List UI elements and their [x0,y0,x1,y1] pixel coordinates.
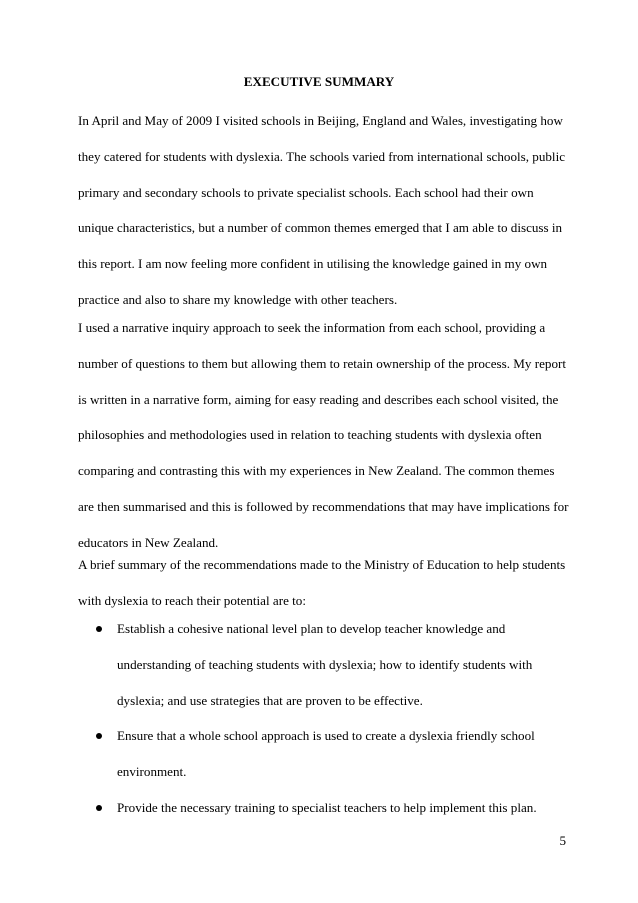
text-line: unique characteristics, but a number of common themes emerged that I am able to discuss in [78,220,563,236]
text-line: they catered for students with dyslexia. The schools varied from international schools, public [78,148,566,164]
text-line: Ensure that a whole school approach is used to create a dyslexia friendly school [117,728,535,744]
text-line: this report. I am now feeling more confident in utilising the knowledge gained in my own [78,256,548,272]
text-line: In April and May of 2009 I visited schools in Beijing, England and Wales, investigating how [78,113,563,128]
text-line: practice and also to share my knowledge with other teachers. [78,291,398,307]
recommendation-list [0,621,638,836]
paragraph-method [78,320,568,551]
text-line: philosophies and methodologies used in relation to teaching students with dyslexia often [78,427,542,443]
text-line: Establish a cohesive national level plan to develop teacher knowledge and [117,621,506,636]
text-line: educators in New Zealand. [78,534,219,550]
paragraph-recommendations [78,557,568,609]
page-number: 5 [559,833,566,848]
list-item [0,621,638,709]
text-line: comparing and contrasting this with my experiences in New Zealand. The common themes [78,463,555,479]
text-line: understanding of teaching students with dyslexia; how to identify students with [117,656,533,672]
text-line: Provide the necessary training to specialist teachers to help implement this plan. [117,799,537,815]
page-title: EXECUTIVE SUMMARY [243,74,395,89]
text-line: with dyslexia to reach their potential are to: [78,592,306,608]
text-line: number of questions to them but allowing them to retain ownership of the process. My report [78,355,567,371]
bullet-icon [96,733,102,739]
text-line: are then summarised and this is followed by recommendations that may have implications for [78,498,569,514]
bullet-icon [96,805,102,811]
list-item [0,800,638,816]
text-line: dyslexia; and use strategies that are proven to be effective. [117,692,423,708]
text-line: primary and secondary schools to private specialist schools. Each school had their own [78,184,534,200]
text-line: is written in a narrative form, aiming for easy reading and describes each school visited, the [78,391,559,407]
text-line: A brief summary of the recommendations made to the Ministry of Education to help students [78,557,566,572]
bullet-icon [96,626,102,632]
paragraph-intro [78,113,568,308]
list-item [0,728,638,780]
text-line: environment. [117,764,187,780]
text-line: I used a narrative inquiry approach to seek the information from each school, providing a [78,320,546,335]
